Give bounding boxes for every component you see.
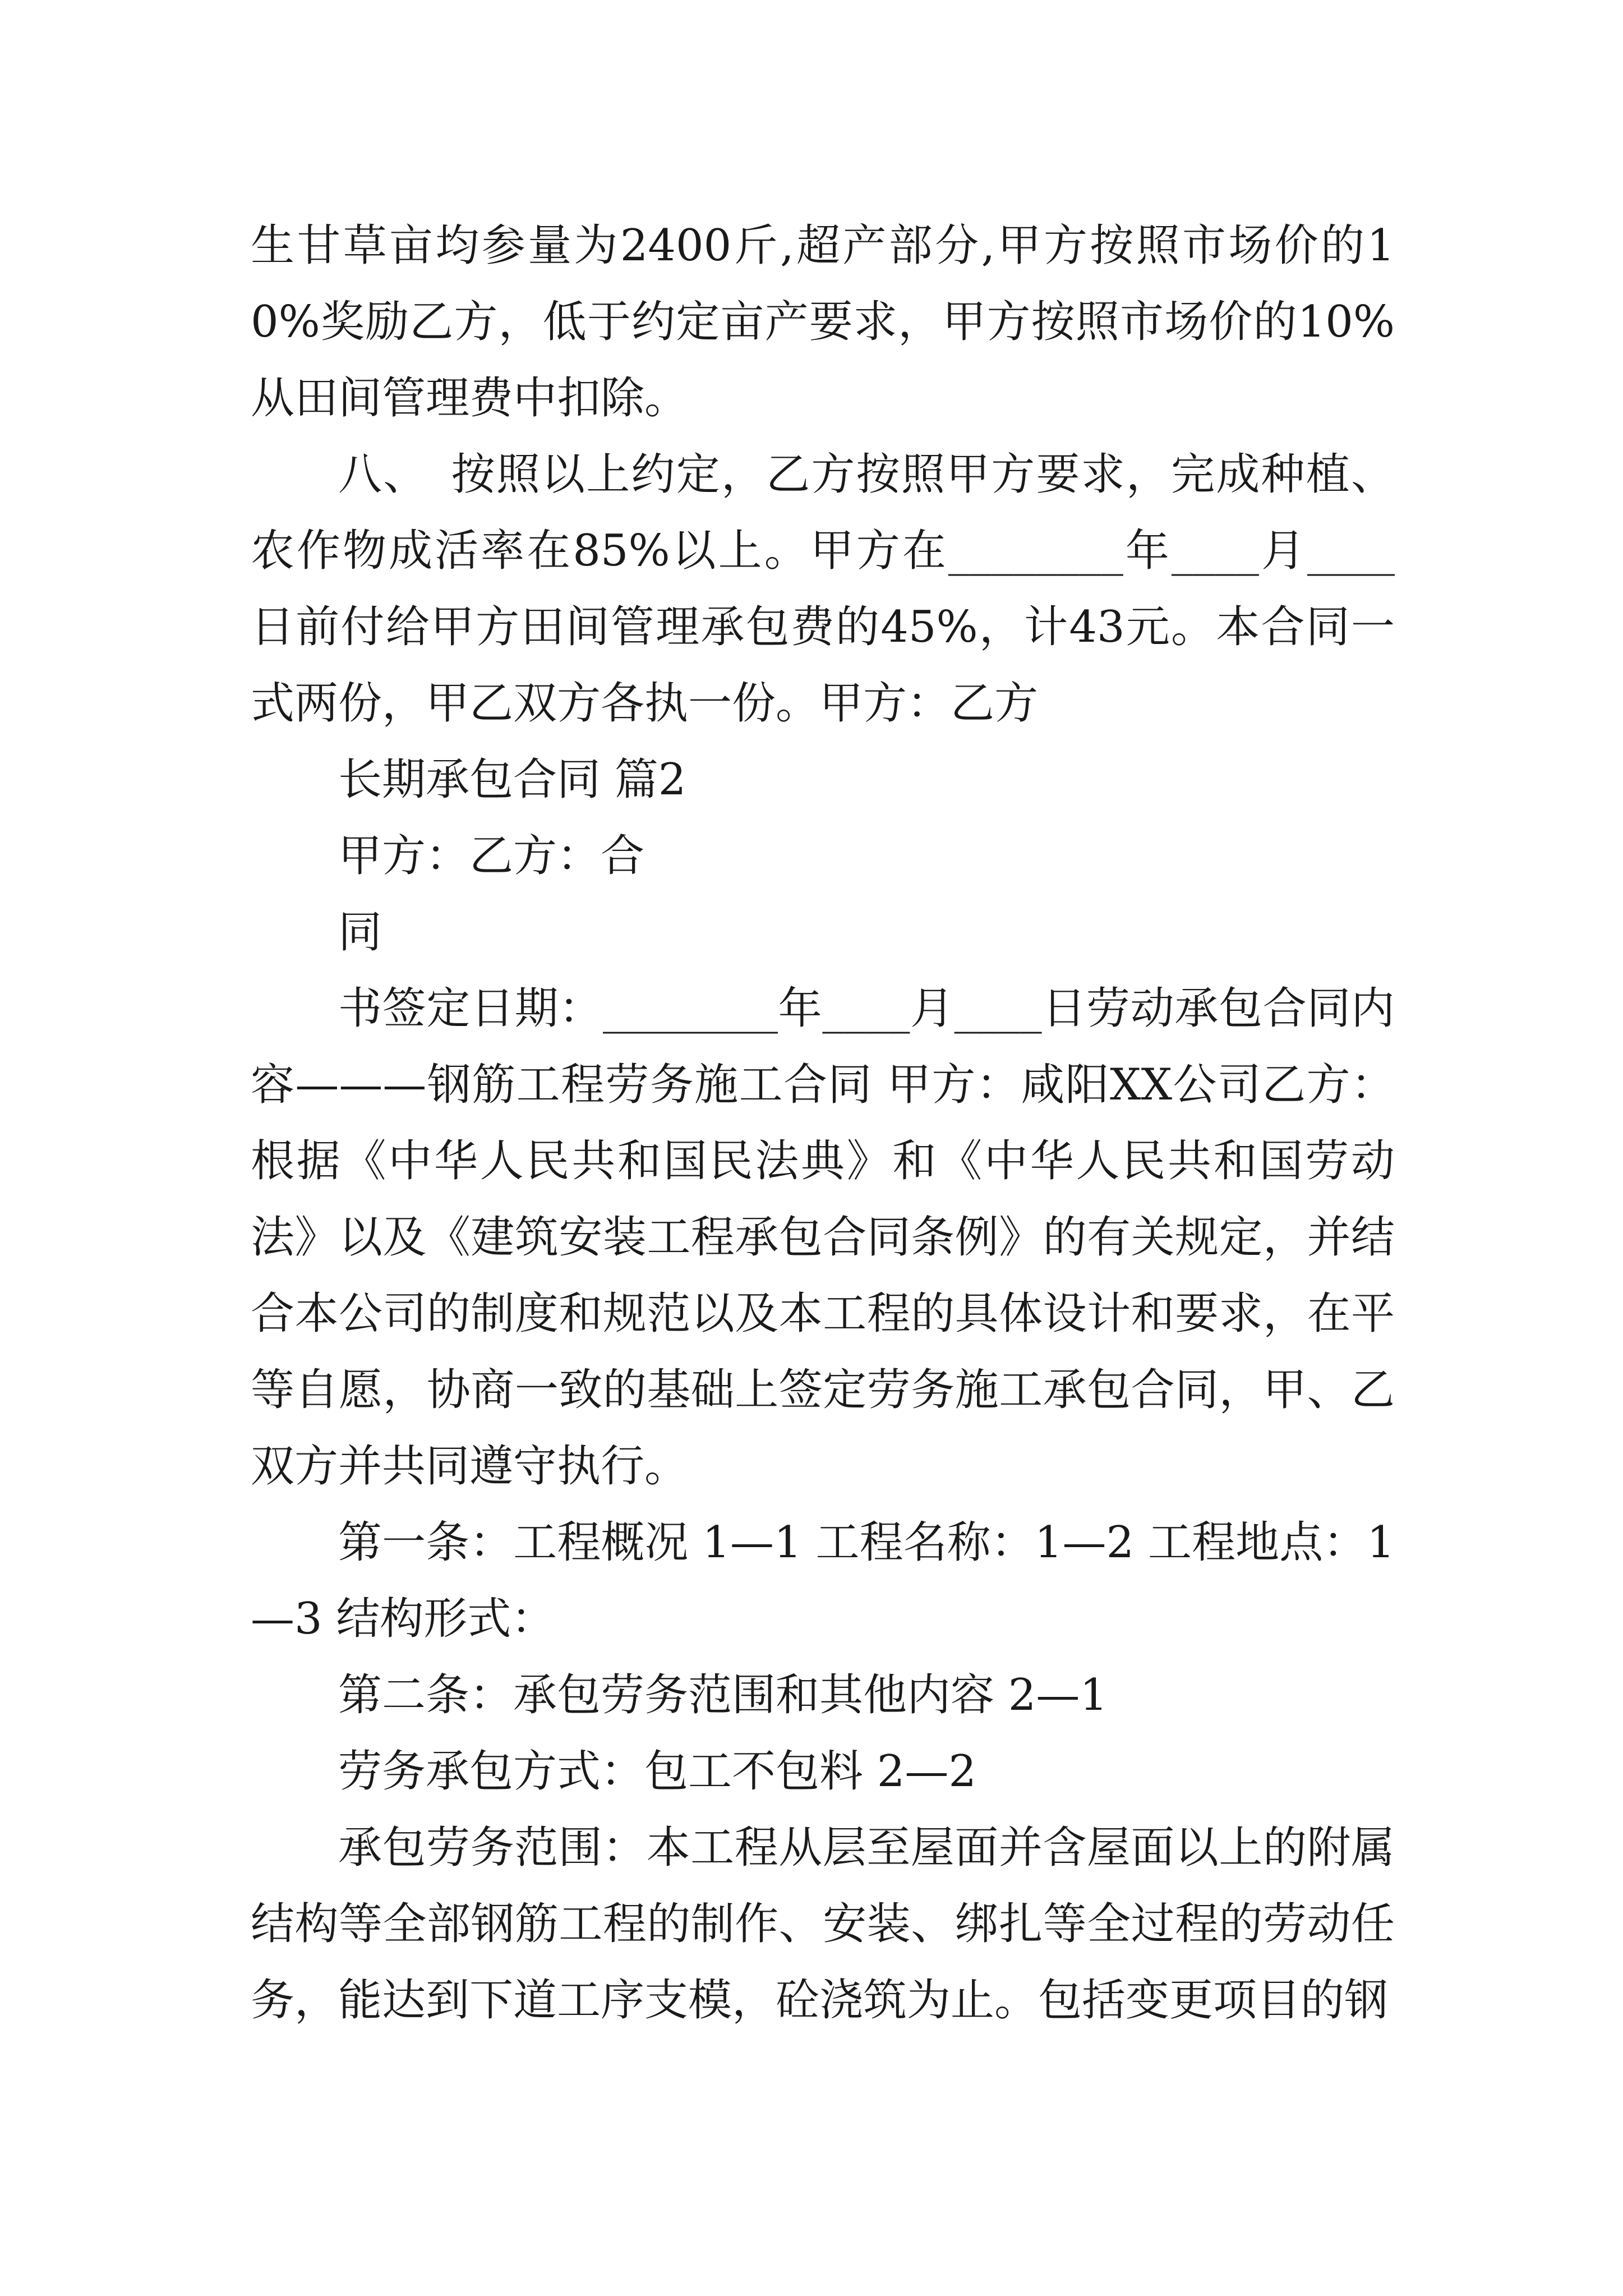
paragraph-clause-eight: 八、 按照以上约定，乙方按照甲方要求，完成种植、农作物成活率在85%以上。甲方在________年____月____日前付给甲方田间管理承包费的45%，计43元。本合同一式两份，甲乙双方各执一份。甲方：乙方 <box>251 449 1395 729</box>
section-heading-part-2: 长期承包合同 篇2 <box>338 754 686 805</box>
paragraph-article-one: 第一条：工程概况 1—1 工程名称：1—2 工程地点：1—3 结构形式： <box>251 1517 1395 1644</box>
paragraph-fragment: 同 <box>338 907 382 958</box>
paragraph-contract-intro: 书签定日期：________年____月____日劳动承包合同内容———钢筋工程劳务施工合同 甲方：咸阳XX公司乙方：根据《中华人民共和国民法典》和《中华人民共和国劳动法》以及《建筑安装工程承包合同条例》的有关规定，并结合本公司的制度和规范以及本工程的具体设计和要求，在平等自愿，协商一致的基础上签定劳务施工承包合同，甲、乙双方并共同遵守执行。 <box>251 983 1395 1492</box>
paragraph-article-two: 第二条：承包劳务范围和其他内容 2—1 <box>338 1670 1108 1720</box>
paragraph-labor-scope: 承包劳务范围：本工程从层至屋面并含屋面以上的附属结构等全部钢筋工程的制作、安装、绑扎等全过程的劳动任务，能达到下道工序支模，砼浇筑为止。包括变更项目的钢 <box>251 1823 1395 2026</box>
document-body <box>251 208 1395 2039</box>
paragraph-parties: 甲方：乙方：合 <box>338 831 645 881</box>
paragraph-labor-method: 劳务承包方式：包工不包料 2—2 <box>338 1746 977 1797</box>
paragraph-yield-bonus: 生甘草亩均参量为2400斤,超产部分,甲方按照市场价的10%奖励乙方，低于约定亩产要求，甲方按照市场价的10%从田间管理费中扣除。 <box>251 220 1395 424</box>
